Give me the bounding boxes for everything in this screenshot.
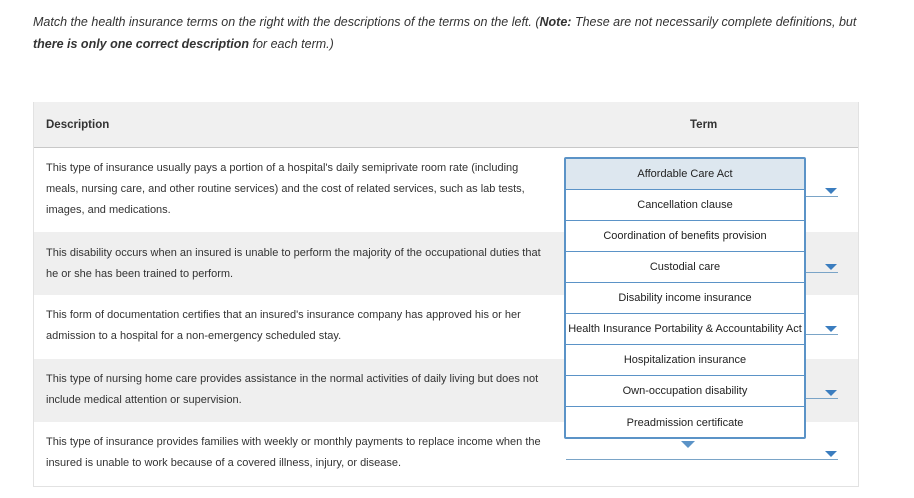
row-description: This type of nursing home care provides assistance in the normal activities of daily living but does not include medical attention or supervision. xyxy=(46,373,539,406)
instructions-bold: there is only one correct description xyxy=(33,37,250,51)
chevron-down-icon[interactable] xyxy=(825,188,837,194)
instructions-text-2: These are not necessarily complete definitions, but xyxy=(571,15,857,29)
dropdown-option[interactable]: Affordable Care Act xyxy=(566,159,804,190)
dropdown-option[interactable]: Hospitalization insurance xyxy=(566,345,804,376)
dropdown-option[interactable]: Own-occupation disability xyxy=(566,376,804,407)
dropdown-option[interactable]: Preadmission certificate xyxy=(626,416,744,429)
instructions-text-3: for each term.) xyxy=(249,37,334,51)
chevron-down-icon[interactable] xyxy=(825,264,837,270)
dropdown-option[interactable]: Disability income insurance xyxy=(566,283,804,314)
instructions-text-1: Match the health insurance terms on the right with the descriptions of the terms on the left. ( xyxy=(33,15,540,29)
table-header xyxy=(34,102,858,148)
term-dropdown-menu xyxy=(564,157,806,439)
dropdown-option[interactable]: Custodial care xyxy=(566,252,804,283)
row-description: This type of insurance provides families with weekly or monthly payments to replace income when the insured is unable to work because of a covered illness, injury, or disease. xyxy=(46,436,541,469)
row-description: This type of insurance usually pays a portion of a hospital's daily semiprivate room rate (including meals, nursing care, and other routine services) and the cost of related services, such as lab tests, images, and medications. xyxy=(46,162,525,216)
row-description: This disability occurs when an insured is unable to perform the majority of the occupational duties that he or she has been trained to perform. xyxy=(46,247,541,280)
instructions xyxy=(33,11,878,55)
chevron-down-icon[interactable] xyxy=(825,390,837,396)
column-header-description: Description xyxy=(46,119,110,131)
dropdown-option[interactable]: Coordination of benefits provision xyxy=(566,221,804,252)
row-description: This form of documentation certifies that an insured's insurance company has approved his or her admission to a hospital for a non-emergency scheduled stay. xyxy=(46,309,521,342)
chevron-down-icon[interactable] xyxy=(825,451,837,457)
note-label: Note: xyxy=(539,15,572,29)
dropdown-option[interactable]: Cancellation clause xyxy=(566,190,804,221)
term-select[interactable] xyxy=(566,459,838,460)
chevron-down-icon[interactable] xyxy=(825,326,837,332)
column-header-term: Term xyxy=(690,119,718,131)
dropdown-pointer-icon xyxy=(681,441,695,448)
dropdown-option[interactable]: Health Insurance Portability & Accountability Act xyxy=(566,314,804,345)
